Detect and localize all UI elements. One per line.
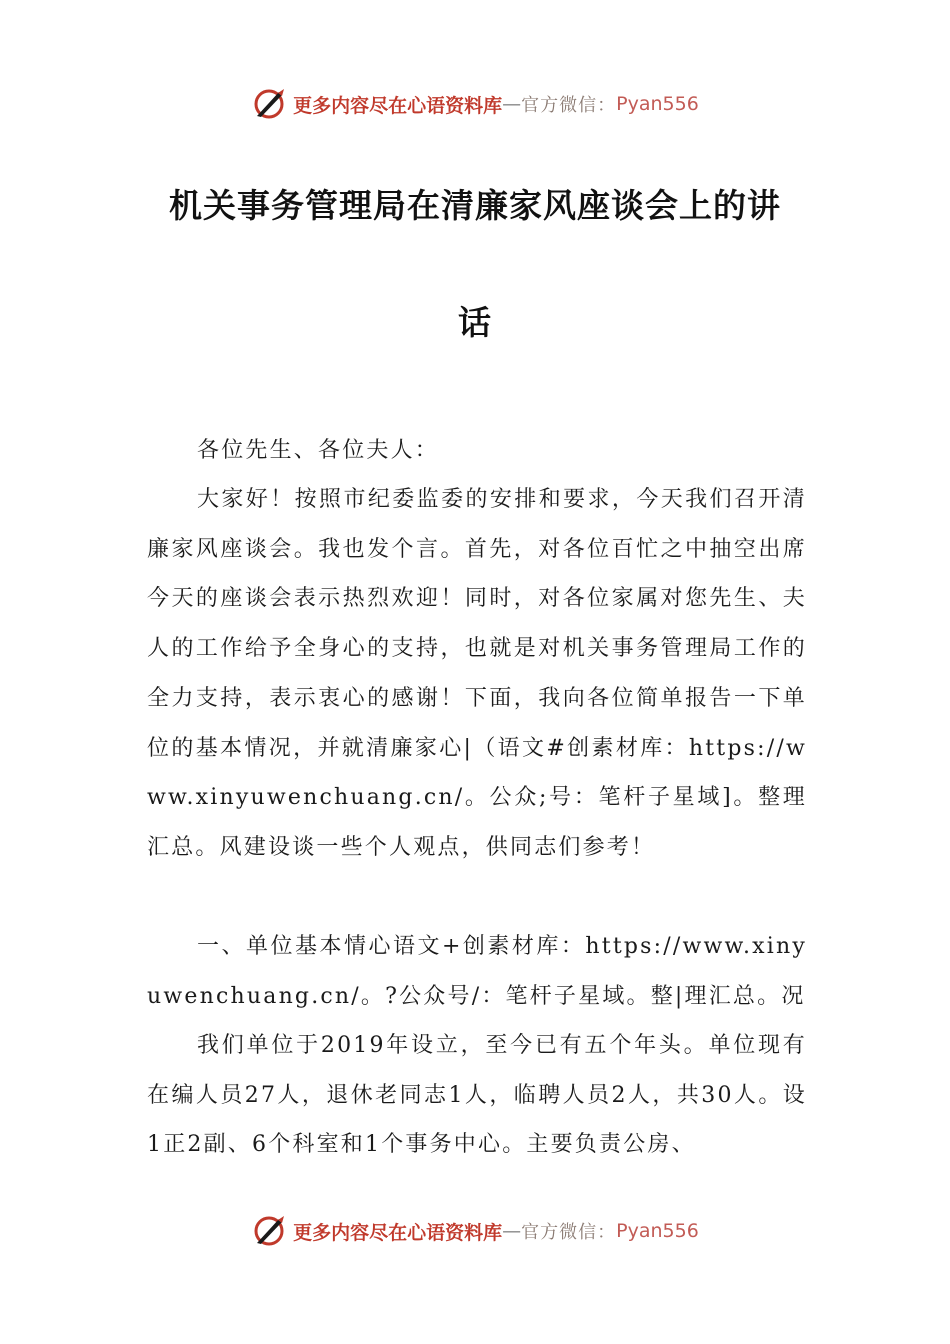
footer-banner [0, 1211, 950, 1251]
wechat-label: 官方微信： [521, 1222, 617, 1243]
salutation: 各位先生、各位夫人： [197, 438, 440, 463]
wechat-id: Pyan556 [616, 93, 699, 115]
site-name: 更多内容尽在心语资料库 [293, 1221, 503, 1244]
section-heading-1: 一、单位基本情心语文+创素材库：https://www.xinyuwenchuang.cn/。?公众号/：笔杆子星域。整|理汇总。况 [147, 934, 807, 1009]
body-paragraph-1: 大家好！按照市纪委监委的安排和要求，今天我们召开清廉家风座谈会。我也发个言。首先，对各位百忙之中抽空出席今天的座谈会表示热烈欢迎！同时，对各位家属对您先生、夫人的工作给予全身心的支持，也就是对机关事务管理局工作的全力支持，表示衷心的感谢！下面，我向各位简单报告一下单位的基本情况，并就清廉家心|（语文#创素材库：https://www.xinyuwenchuang.cn/。公众;号：笔杆子星域]。整理汇总。风建设谈一些个人观点，供同志们参考！ [147, 487, 807, 860]
site-name: 更多内容尽在心语资料库 [293, 94, 503, 117]
banner-separator: — [502, 1220, 522, 1242]
quill-logo-icon [251, 1213, 287, 1249]
wechat-id: Pyan556 [616, 1220, 699, 1242]
quill-logo-icon [251, 86, 287, 122]
wechat-label: 官方微信： [521, 95, 617, 116]
document-title-line2: 话 [458, 303, 492, 342]
body-paragraph-2: 我们单位于2019年设立，至今已有五个年头。单位现有在编人员27人，退休老同志1人，临聘人员2人，共30人。设1正2副、6个科室和1个事务中心。主要负责公房、 [147, 1033, 807, 1158]
banner-separator: — [502, 93, 522, 115]
header-banner [0, 84, 950, 124]
document-title-line1: 机关事务管理局在清廉家风座谈会上的讲 [169, 186, 781, 225]
